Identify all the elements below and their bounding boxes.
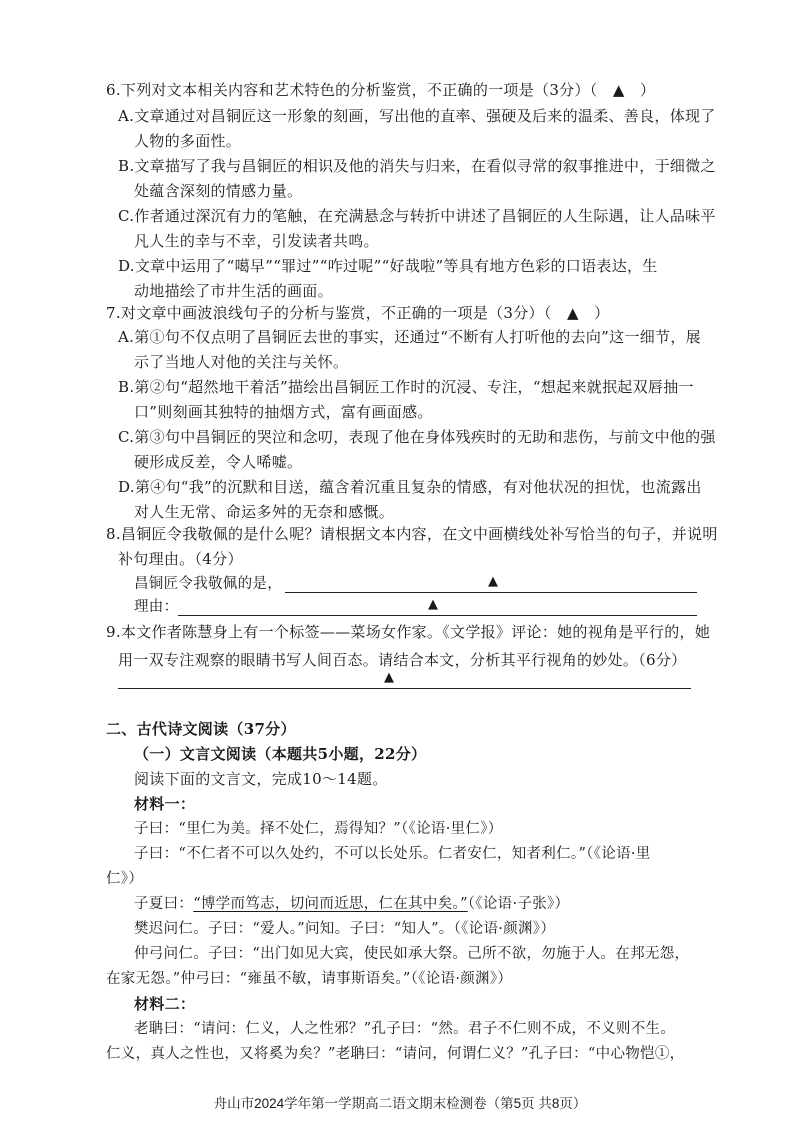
q7-option-a-line2: 示了当地人对他的关注与关怀。 (134, 353, 349, 371)
q8-reason-answer-line[interactable] (178, 615, 697, 616)
q6-option-b-line2: 处蕴含深刻的情感力量。 (134, 182, 303, 200)
q8-stem-line1: 8.昌铜匠令我敬佩的是什么呢？请根据文本内容，在文中画横线处补写恰当的句子，并说明 (106, 525, 718, 543)
q8-reason-mark: ▲ (428, 597, 439, 612)
q8-fill-answer-line[interactable] (285, 592, 697, 593)
q8-fill-mark: ▲ (488, 574, 499, 589)
q6-option-a-line2: 人物的多面性。 (134, 132, 242, 150)
q6-option-c-line2: 凡人生的幸与不幸，引发读者共鸣。 (134, 232, 379, 250)
material1-line5: 樊迟问仁。子曰：“爱人。”问知。子曰：“知人”。（《论语·颜渊》） (134, 921, 556, 937)
q7-option-a-line1: A.第①句不仅点明了昌铜匠去世的事实，还通过“不断有人打听他的去向”这一细节，展 (118, 328, 701, 346)
q6-option-d-line1: D.文章中运用了“噶早”“罪过”“咋过呢”“好哉啦”等具有地方色彩的口语表达，生 (118, 257, 658, 275)
q7-stem: 7.对文章中画波浪线句子的分析与鉴赏，不正确的一项是（3分）（ ▲ ） (106, 304, 610, 322)
q9-mark: ▲ (384, 670, 395, 685)
q7-option-b-line2: 口”则刻画其独特的抽烟方式，富有画面感。 (134, 403, 433, 421)
q6-stem: 6.下列对文本相关内容和艺术特色的分析鉴赏，不正确的一项是（3分）（ ▲ ） (106, 81, 656, 99)
material1-title: 材料一： (134, 795, 196, 813)
material2-line1: 老聃曰：“请问：仁义，人之性邪？”孔子曰：“然。君子不仁则不成，不义则不生。 (134, 1021, 676, 1037)
section2-instruction: 阅读下面的文言文，完成10～14题。 (134, 770, 388, 788)
material2-line2: 仁义，真人之性也，又将奚为矣？”老聃曰：“请问，何谓仁义？”孔子曰：“中心物恺①， (106, 1046, 685, 1062)
q7-option-b-line1: B.第②句“超然地干着活”描绘出昌铜匠工作时的沉浸、专注，“想起来就抿起双唇抽一 (118, 378, 694, 396)
material2-title: 材料二： (134, 995, 196, 1013)
material1-line2: 子曰：“不仁者不可以久处约，不可以长处乐。仁者安仁，知者利仁。”（《论语·里 (134, 846, 651, 862)
material1-line4 (134, 894, 569, 914)
q6-option-b-line1: B.文章描写了我与昌铜匠的相识及他的消失与归来，在看似寻常的叙事推进中，于细微之 (118, 157, 716, 175)
q7-option-c-line1: C.第③句中昌铜匠的哭泣和念叨，表现了他在身体残疾时的无助和悲伤，与前文中他的强 (118, 428, 716, 446)
zixia-source: （《论语·子张》） (467, 896, 570, 912)
material1-line3: 仁》） (106, 871, 144, 887)
q7-option-d-line2: 对人生无常、命运多舛的无奈和感慨。 (134, 503, 395, 521)
q9-stem-line2: 用一双专注观察的眼睛书写人间百态。请结合本文，分析其平行视角的妙处。（6分） (118, 651, 687, 669)
q8-fill-label: 昌铜匠令我敬佩的是， (134, 576, 282, 592)
q7-option-c-line2: 硬形成反差，令人唏嘘。 (134, 453, 303, 471)
material1-line1: 子曰：“里仁为美。择不处仁，焉得知？”（《论语·里仁》） (134, 821, 503, 837)
q6-option-a-line1: A.文章通过对昌铜匠这一形象的刻画，写出他的直率、强硬及后来的温柔、善良，体现了 (118, 107, 716, 125)
section2-subtitle: （一）文言文阅读（本题共5小题，22分） (134, 745, 427, 763)
q9-stem-line1: 9.本文作者陈慧身上有一个标签——菜场女作家。《文学报》评论：她的视角是平行的，她 (106, 623, 711, 641)
q8-stem-line2: 补句理由。（4分） (118, 550, 243, 568)
material1-line6: 仲弓问仁。子曰：“出门如见大宾，使民如承大祭。己所不欲，勿施于人。在邦无怨， (134, 946, 690, 962)
wavy-underlined-quote: “博学而笃志，切问而近思，仁在其中矣。” (193, 896, 468, 912)
q6-option-c-line1: C.作者通过深沉有力的笔触，在充满悬念与转折中讲述了昌铜匠的人生际遇，让人品味平 (118, 207, 716, 225)
page-footer: 舟山市2024学年第一学期高二语文期末检测卷（第5页 共8页） (213, 1096, 587, 1111)
material1-line7: 在家无怨。”仲弓曰：“雍虽不敏，请事斯语矣。”（《论语·颜渊》） (106, 971, 513, 987)
q9-answer-line[interactable] (118, 688, 691, 689)
q7-option-d-line1: D.第④句“我”的沉默和目送，蕴含着沉重且复杂的情感，有对他状况的担忧，也流露出 (118, 478, 702, 496)
q8-reason-label: 理由： (134, 599, 179, 615)
section2-title: 二、古代诗文阅读（37分） (106, 720, 296, 738)
zixia-prefix: 子夏曰： (134, 896, 194, 912)
q6-option-d-line2: 动地描绘了市井生活的画面。 (134, 282, 333, 300)
